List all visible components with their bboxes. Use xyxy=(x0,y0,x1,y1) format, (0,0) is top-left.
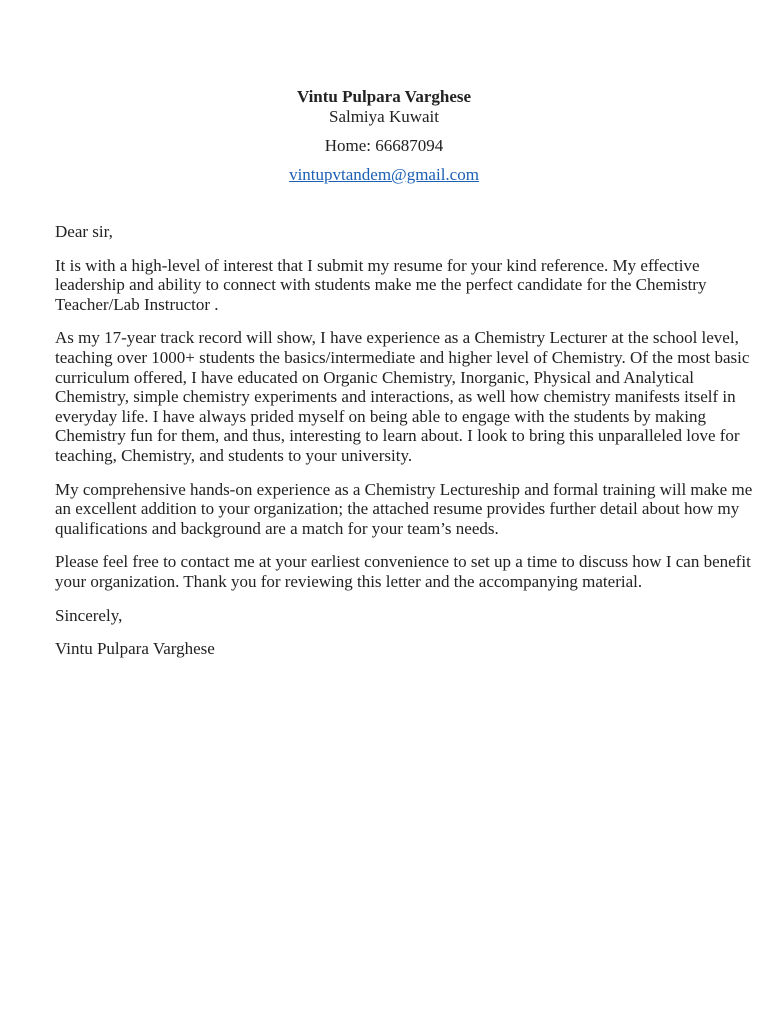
sender-address: Salmiya Kuwait xyxy=(328,107,439,126)
letter-header xyxy=(0,87,768,185)
paragraph-intro: It is with a high-level of interest that I submit my resume for your kind reference. My effective leadership and ability to connect with students make me the perfect candidate for the Chemistry Teacher/Lab Instructor . xyxy=(55,255,707,314)
paragraph-experience: As my 17-year track record will show, I have experience as a Chemistry Lecturer at the school level, teaching over 1000+ students the basics/intermediate and higher level of Chemistry. Of the most basic curriculum offered, I have educated on Organic Chemistry, Inorganic, Physical and Analytical Chemistry, simple chemistry experiments and interactions, as well how chemistry manifests itself in everyday life. I have always prided myself on being able to engage with the students by making Chemistry fun for them, and thus, interesting to learn about. I look to bring this unparalleled love for teaching, Chemistry, and students to your university. xyxy=(55,328,750,465)
sender-phone: Home: 66687094 xyxy=(324,136,444,155)
signature: Vintu Pulpara Varghese xyxy=(55,639,215,659)
paragraph-qualifications: My comprehensive hands-on experience as a Chemistry Lectureship and formal training will make me an excellent addition to your organization; the attached resume provides further detail about how my qualifications and background are a match for your team’s needs. xyxy=(55,479,753,538)
closing: Sincerely, xyxy=(55,605,123,625)
sender-email-link[interactable]: vintupvtandem@gmail.com xyxy=(289,165,479,184)
sender-name: Vintu Pulpara Varghese xyxy=(296,87,472,106)
letter-body xyxy=(55,222,755,673)
salutation: Dear sir, xyxy=(55,222,113,241)
paragraph-contact: Please feel free to contact me at your earliest convenience to set up a time to discuss how I can benefit your organization. Thank you for reviewing this letter and the accompanying material. xyxy=(55,552,751,591)
